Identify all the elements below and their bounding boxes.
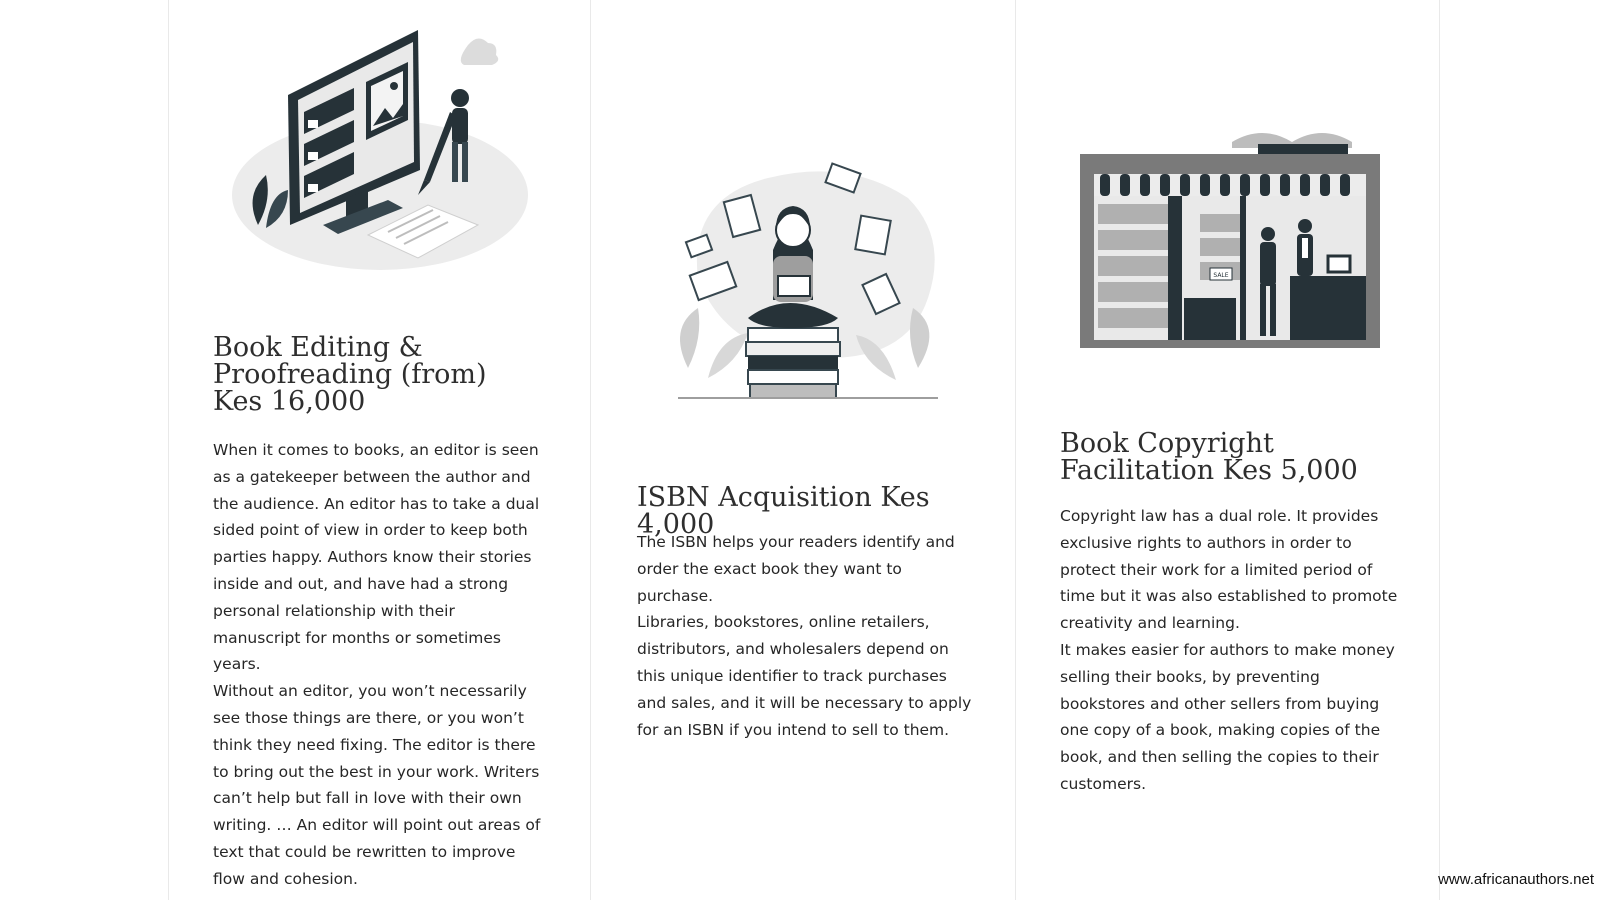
service-title: ISBN Acquisition Kes 4,000 bbox=[637, 482, 930, 540]
service-title: Book Copyright Facilitation Kes 5,000 bbox=[1060, 428, 1358, 486]
service-paragraph: Copyright law has a dual role. It provides exclusive rights to authors in order to protect their work for a limited period of time but it was also established to promote creativity and learning. bbox=[1060, 507, 1398, 633]
column-divider-2 bbox=[590, 0, 591, 900]
column-divider-4 bbox=[1439, 0, 1440, 900]
bookstore-illustration bbox=[1080, 126, 1380, 356]
sale-sign: SALE bbox=[1213, 272, 1229, 279]
editor-at-monitor-illustration bbox=[228, 20, 538, 280]
column-divider-3 bbox=[1015, 0, 1016, 900]
service-paragraph: The ISBN helps your readers identify and order the exact book they want to purchase. bbox=[637, 533, 955, 605]
service-description bbox=[1060, 503, 1400, 798]
column-divider-1 bbox=[168, 0, 169, 900]
service-description bbox=[637, 529, 977, 743]
service-paragraph: Without an editor, you won’t necessarily see those things are there, or you won’t think they need fixing. The editor is there to bring out the best in your work. Writers can’t help but fall in love with their own writing. … An editor will point out areas of text that could be rewritten to improve flow and cohesion. bbox=[213, 682, 541, 888]
site-watermark: www.africanauthors.net bbox=[1438, 871, 1594, 888]
reader-on-books-illustration bbox=[668, 158, 948, 408]
service-paragraph: When it comes to books, an editor is seen as a gatekeeper between the author and the audience. An editor has to take a dual sided point of view in order to keep both parties happy. Authors know their stories inside and out, and have had a strong personal relationship with their manuscript for months or sometimes years. bbox=[213, 441, 540, 674]
service-paragraph: It makes easier for authors to make money selling their books, by preventing bookstores and other sellers from buying one copy of a book, making copies of the book, and then selling the copies to their customers. bbox=[1060, 640, 1395, 793]
service-paragraph: Libraries, bookstores, online retailers, distributors, and wholesalers depend on this unique identifier to track purchases and sales, and it will be necessary to apply for an ISBN if you intend to sell to them. bbox=[637, 613, 972, 739]
service-title: Book Editing & Proofreading (from) Kes 16,000 bbox=[213, 332, 487, 417]
service-description bbox=[213, 437, 543, 893]
